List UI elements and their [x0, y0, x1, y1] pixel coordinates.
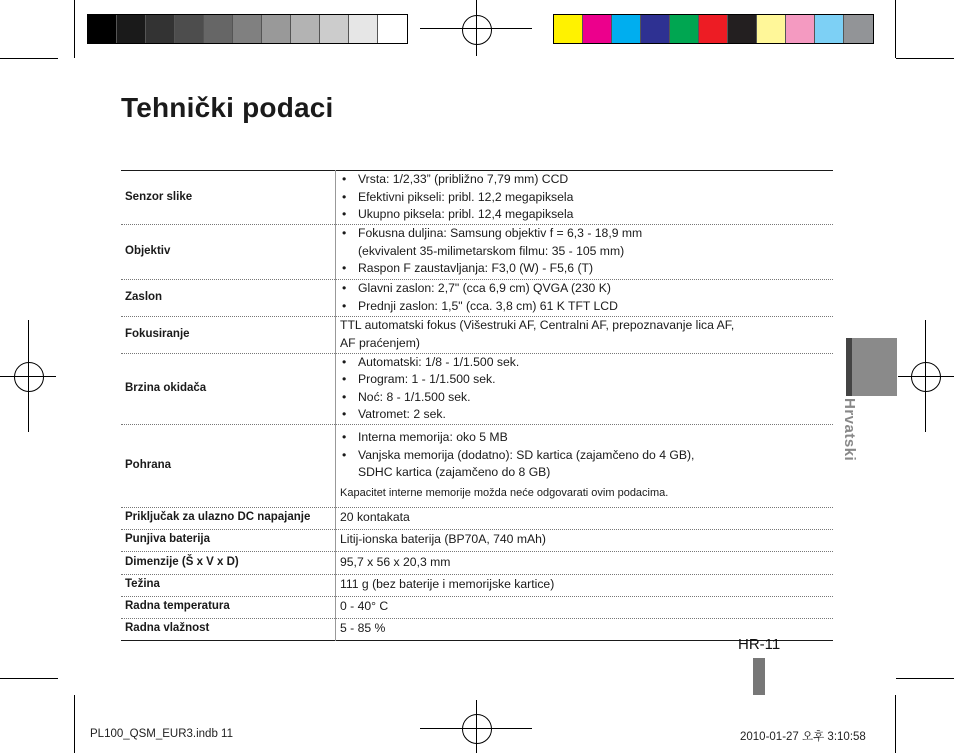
list-item: • Interna memorija: oko 5 MB	[340, 429, 833, 447]
page-number-bar	[753, 658, 765, 695]
registration-target-icon	[906, 357, 946, 397]
spec-note: Kapacitet interne memorije možda neće odgovarati ovim podacima.	[340, 486, 669, 499]
list-item: • Efektivni pikseli: pribl. 12,2 megapiksela	[340, 189, 833, 207]
specifications-table	[121, 170, 833, 641]
crop-mark	[896, 58, 954, 59]
page-title: Tehnički podaci	[121, 92, 334, 123]
spec-label: Senzor slike	[121, 171, 336, 225]
spec-value	[336, 224, 834, 279]
page-number: HR-11	[738, 636, 781, 653]
list-item: • Automatski: 1/8 - 1/1.500 sek.	[340, 354, 833, 372]
spec-label: Zaslon	[121, 279, 336, 316]
color-swatch	[728, 15, 757, 43]
spec-label: Brzina okidača	[121, 353, 336, 424]
color-swatch	[757, 15, 786, 43]
table-row	[121, 424, 833, 507]
list-item: SDHC kartica (zajamčeno do 8 GB)	[358, 465, 551, 479]
spec-value: 111 g (bez baterije i memorijske kartice)	[336, 574, 834, 596]
spec-text-line: TTL automatski fokus (Višestruki AF, Centralni AF, prepoznavanje lica AF,	[340, 318, 735, 332]
color-swatch	[175, 15, 204, 43]
list-item: • Vanjska memorija (dodatno): SD kartica (zajamčeno do 4 GB),	[340, 447, 833, 465]
spec-value	[336, 353, 834, 424]
table-row	[121, 316, 833, 353]
spec-value: 20 kontakata	[336, 507, 834, 529]
list-item: • Glavni zaslon: 2,7" (cca 6,9 cm) QVGA (230 K)	[340, 280, 833, 298]
spec-label: Fokusiranje	[121, 316, 336, 353]
spec-bullet-list	[340, 429, 833, 482]
spec-label: Pohrana	[121, 424, 336, 507]
spec-label: Radna vlažnost	[121, 618, 336, 640]
spec-label: Priključak za ulazno DC napajanje	[121, 507, 336, 529]
list-item: • Noć: 8 - 1/1.500 sek.	[340, 389, 833, 407]
table-row	[121, 551, 833, 574]
crop-mark	[0, 58, 58, 59]
color-swatch	[146, 15, 175, 43]
spec-label: Radna temperatura	[121, 596, 336, 618]
process-color-bar	[553, 14, 874, 44]
list-item: • Raspon F zaustavljanja: F3,0 (W) - F5,6 (T)	[340, 260, 833, 278]
crop-mark	[74, 695, 75, 753]
list-item: (ekvivalent 35-milimetarskom filmu: 35 - 105 mm)	[358, 243, 625, 258]
color-swatch	[117, 15, 146, 43]
color-swatch	[291, 15, 320, 43]
spec-value: 0 - 40° C	[336, 596, 834, 618]
table-row	[121, 574, 833, 596]
color-swatch	[612, 15, 641, 43]
registration-target-icon	[457, 709, 497, 749]
table-row	[121, 529, 833, 551]
table-row	[121, 224, 833, 279]
crop-mark	[0, 678, 58, 679]
color-swatch	[378, 15, 407, 43]
color-swatch	[699, 15, 728, 43]
spec-label: Objektiv	[121, 224, 336, 279]
footer-file-info: PL100_QSM_EUR3.indb 11	[90, 728, 233, 740]
list-item: • Program: 1 - 1/1.500 sek.	[340, 371, 833, 389]
grayscale-color-bar	[87, 14, 408, 44]
color-swatch	[554, 15, 583, 43]
spec-label: Dimenzije (Š x V x D)	[121, 551, 336, 574]
spec-value	[336, 279, 834, 316]
table-row	[121, 279, 833, 316]
list-item: • Vatromet: 2 sek.	[340, 406, 833, 424]
list-item: • Vrsta: 1/2,33” (približno 7,79 mm) CCD	[340, 171, 833, 189]
color-swatch	[349, 15, 378, 43]
spec-text-line: AF praćenjem)	[340, 335, 420, 350]
color-swatch	[262, 15, 291, 43]
language-tab-label: Hrvatski	[841, 398, 858, 462]
color-swatch	[204, 15, 233, 43]
spec-bullet-list	[340, 225, 833, 278]
table-row	[121, 171, 833, 225]
spec-value: 5 - 85 %	[336, 618, 834, 640]
registration-target-icon	[9, 357, 49, 397]
spec-value	[336, 424, 834, 507]
spec-value: Litij-ionska baterija (BP70A, 740 mAh)	[336, 529, 834, 551]
color-swatch	[233, 15, 262, 43]
list-item: • Fokusna duljina: Samsung objektiv f = 6,3 - 18,9 mm	[340, 225, 833, 243]
spec-bullet-list	[340, 171, 833, 224]
registration-target-icon	[457, 10, 497, 50]
color-swatch	[670, 15, 699, 43]
color-swatch	[320, 15, 349, 43]
spec-bullet-list	[340, 280, 833, 315]
spec-label: Težina	[121, 574, 336, 596]
spec-label: Punjiva baterija	[121, 529, 336, 551]
color-swatch	[815, 15, 844, 43]
color-swatch	[844, 15, 873, 43]
crop-mark	[895, 0, 896, 58]
spec-value	[336, 171, 834, 225]
spec-value	[336, 316, 834, 353]
table-row	[121, 507, 833, 529]
color-swatch	[88, 15, 117, 43]
crop-mark	[896, 678, 954, 679]
list-item: • Ukupno piksela: pribl. 12,4 megapiksela	[340, 206, 833, 224]
list-item: • Prednji zaslon: 1,5" (cca. 3,8 cm) 61 K TFT LCD	[340, 298, 833, 316]
footer-timestamp: 2010-01-27 오후 3:10:58	[740, 731, 866, 743]
table-row	[121, 353, 833, 424]
crop-mark	[895, 695, 896, 753]
table-row	[121, 618, 833, 640]
crop-mark	[74, 0, 75, 58]
color-swatch	[786, 15, 815, 43]
color-swatch	[583, 15, 612, 43]
language-tab-marker	[852, 338, 897, 396]
color-swatch	[641, 15, 670, 43]
table-row	[121, 596, 833, 618]
spec-value: 95,7 x 56 x 20,3 mm	[336, 551, 834, 574]
spec-bullet-list	[340, 354, 833, 424]
